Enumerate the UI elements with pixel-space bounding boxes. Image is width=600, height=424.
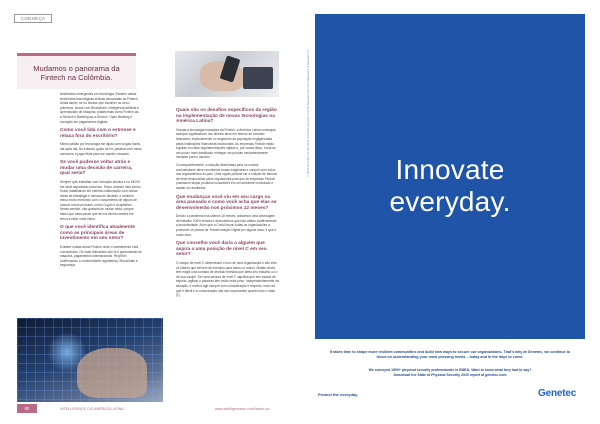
question-heading: Quais são os desafios específicos da região na implementação de novas tecnologias na América Latina?	[176, 108, 277, 125]
photo-digital-hand	[17, 318, 163, 402]
ad-cta-line2[interactable]: Download the State of Physical Security 2020 report at genetec.com	[393, 372, 507, 377]
question-heading: Que mudanças você viu em seu cargo ou área passado e como você acha que elas se desenvolverão nos próximos 12 meses?	[176, 194, 277, 211]
ad-cta-line1: We surveyed 1900+ physical security professionals in EMEA. Want to know what they had to say?	[368, 368, 532, 372]
question-heading: Se você pudesse voltar atrás e mudar uma decisão de carreira, qual seria?	[60, 160, 133, 177]
laptop-shape	[243, 67, 273, 89]
answer-paragraph: Minha paixão por tecnologia me ajuda com longas horas, dia após dia. No entanto, gosto de ler, passear com meus cachorros e jogar tênis para me manter relaxado.	[60, 142, 142, 156]
ad-headline-line1: Innovate	[395, 154, 505, 185]
genetec-ad	[306, 14, 585, 404]
article-title: Mudamos o panorama da Fintech na Colômbia.	[33, 63, 120, 82]
footer-url[interactable]: www.intelligenceclo.com/latam-cio	[215, 407, 270, 411]
photo-phone-laptop	[175, 51, 279, 97]
answer-paragraph: Devido à pandemia nos últimos 18 meses, adotamos uma abordagem de trabalho 100% remota e descobrimos que isso afetou positivamente a produtividade. Acho que a Covid forçou todas as organizações a promover os planos de Transformação Digital por alguns anos, e que é muito bom.	[176, 214, 277, 237]
ad-tagline: Protect the everyday.	[318, 392, 359, 397]
answer-paragraph: O campo de nível C determinam o foco de uma organização e são eles os líderes que servem de exemplo para todos os outros. Muitas vezes, tem exigiti uma tomada de decisão treinada que afeta seu trabalho ou o de sua equipe. Ser uma pessoa de nível C significa que seu estado de espírito, agilizar e palavras têm muito mais peso. Independentemente da situação, é melhor agir sempre com consideração e respeito, uma vez que é difícil e a comunicação não são importantes quanto tudo o mais.[1]	[176, 261, 279, 298]
hand-shape	[77, 348, 147, 398]
answer-paragraph: Graças à tecnologia inovadora da Fintech, a América Latina conseguiu avanços significativos nos últimos anos em termos de inclusão financeira, especialmente no segmento da população negligenciada pelas instituições financeiras tradicionais. As empresas Fintech estão sujeitas a muitas regulamentações rígidas e, por causa disso, torna-se um pouco mais desafiador entregar um produto verdadeiramente inovador para o usuário.	[176, 127, 276, 160]
question-heading: Como você lida com o estresse e relaxa fora do escritório?	[60, 128, 136, 139]
ad-headline	[315, 154, 585, 218]
intro-paragraph: tendências emergentes em tecnologia. Existem várias tendências tecnológicas críticas associadas ao Fintech. Ainda assim, se eu tivesse que escolher os cinco primeiros, ficaria com Blockchain, Inteligência Artificial e Aprendizado de Máquina, plataformas como Fintech-as-a-Service e Banking-as-a-Service, Open Banking e inovação em pagamentos digitais.	[60, 92, 140, 124]
answer-paragraph: Existem muitas áreas Fintech onde o investimento está concentrado. Os mais relevantes são IA e aprendizado de máquina, pagamentos internacionais, RegTech (melhorando a conformidade regulatória), Blockchain e segurança.	[60, 245, 142, 268]
ad-legal-text: ©2021 Genetec Inc. All rights reserved. Genetec and the Genetec logo are trademarks of Genetec Inc.	[306, 49, 310, 178]
ad-blue-panel	[315, 14, 585, 339]
footer-magazine: INTELLIGENCE CIO AMÉRICA LATINA	[60, 407, 124, 411]
section-tag: CONHEÇA	[14, 14, 52, 23]
ad-body-text: It takes time to shape more resilient communities and build new ways to secure our organizations. That's why at Genetec, we continue to focus on understanding your most pressing needs – today and in the days to come.	[329, 350, 571, 359]
ad-headline-line2: everyday.	[389, 186, 511, 217]
question-heading: Que conselho você daria a alguém que aspira a uma posição de nível C em seu setor?	[176, 241, 267, 258]
answer-paragraph: Consequentemente, a solução desenhada para os nossos consumidores deve reconhecer essas exigências e cumprir com todos dos regulamentos do país. Uma opção poderia ser a criação de bancos de teste temporários pelos reguladores para que as empresas Fintech pudessem lançar produtos inovadores em um ambiente controlado e avaliar os resultados.	[176, 162, 277, 190]
answer-paragraph: Sempre quis trabalhar com inovação técnica e no MOVII me senti capacitado para isso. Estou vivendo meu sonho. Estou trabalhando em estreita colaboração com outras áreas de estratégia e tomada de decisão, e também estou muito envolvido com o lançamento de alguns de nossos novos produtos, como Crypto e Acquisition. Nesse sentido, não gostaria de mudar nada, porque estou que cada passo que dei na minha carreira me levou a estar onde estou.	[60, 179, 142, 221]
article-column-2	[176, 104, 279, 301]
genetec-logo: Genetec	[538, 388, 577, 399]
page-number: 60	[17, 404, 37, 413]
question-heading: O que você identifica atualmente como as principais áreas de investimento em seu setor?	[60, 225, 135, 242]
ad-cta	[329, 368, 571, 378]
article-title-box	[17, 53, 136, 89]
article-column-1	[60, 92, 142, 271]
